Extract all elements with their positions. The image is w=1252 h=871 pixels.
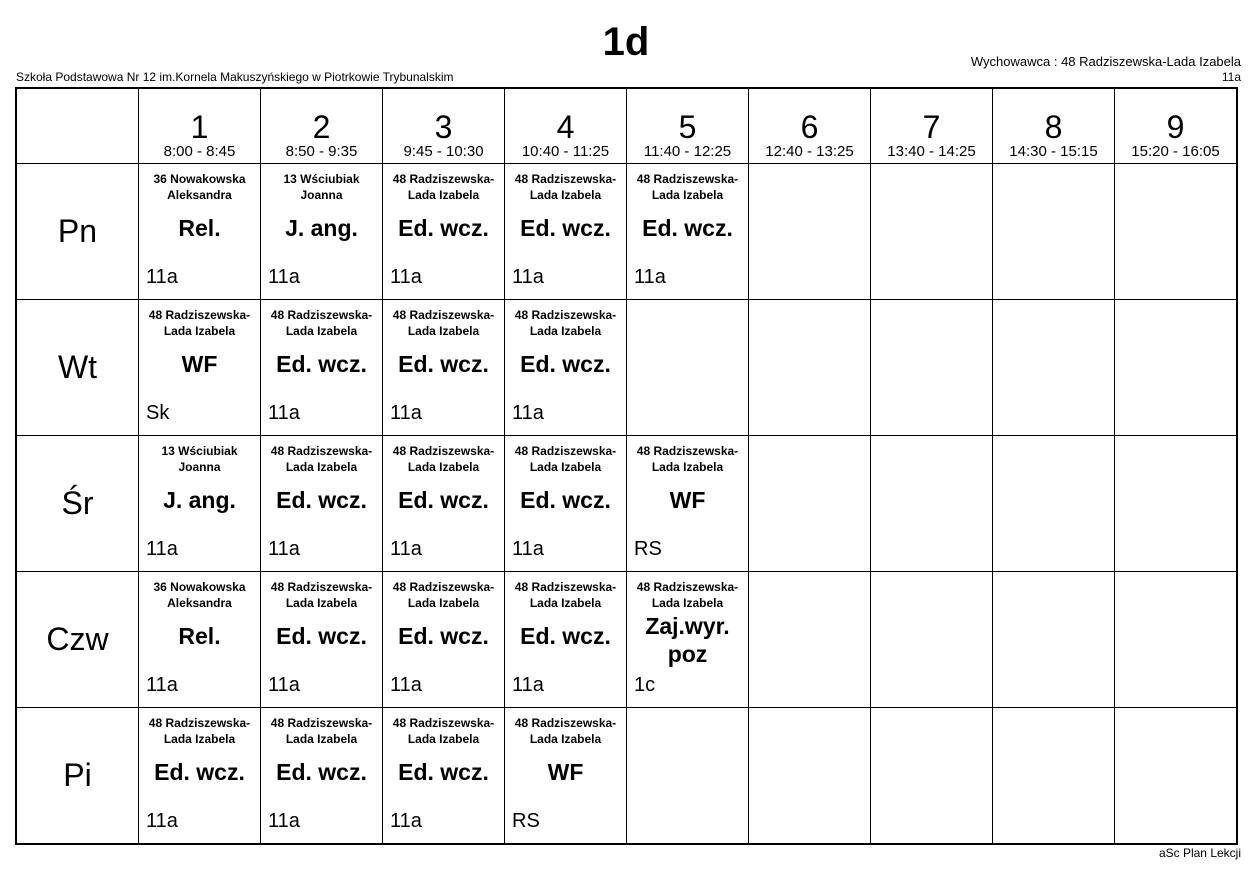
lesson-teacher: [505, 443, 626, 475]
lesson-teacher-line2: Lada Izabela: [529, 596, 602, 610]
lesson-teacher: [383, 715, 504, 747]
day-name: Pn: [16, 164, 139, 300]
lesson-cell-inner: [1115, 164, 1236, 299]
lesson-room: 11a: [390, 810, 422, 832]
lesson-subject: [139, 622, 260, 650]
lesson-teacher-line2: Aleksandra: [167, 188, 232, 202]
lesson-teacher-line1: 48 Radziszewska-: [270, 444, 373, 458]
lesson-teacher-line1: 36 Nowakowska: [153, 580, 246, 594]
lesson-cell: [749, 708, 871, 845]
lesson-cell: [383, 572, 505, 708]
lesson-subject-line1: Ed. wcz.: [642, 215, 733, 241]
lesson-subject: [261, 350, 382, 378]
lesson-room: 1c: [634, 674, 656, 696]
lesson-subject: [139, 758, 260, 786]
lesson-teacher-line1: 48 Radziszewska-: [392, 172, 495, 186]
lesson-subject: [383, 758, 504, 786]
lesson-cell: [871, 164, 993, 300]
lesson-subject-line1: Zaj.wyr.: [645, 613, 730, 639]
day-row: [16, 708, 1237, 845]
lesson-cell: [627, 300, 749, 436]
lesson-subject-line1: Ed. wcz.: [398, 351, 489, 377]
lesson-teacher-line2: Lada Izabela: [407, 596, 480, 610]
lesson-cell: [1115, 708, 1238, 845]
lesson-subject: [383, 350, 504, 378]
lesson-cell-inner: [1115, 708, 1236, 843]
lesson-cell-inner: [1115, 572, 1236, 707]
lesson-cell-inner: [871, 708, 992, 843]
lesson-subject-line1: Ed. wcz.: [154, 759, 245, 785]
lesson-teacher-line1: 36 Nowakowska: [153, 172, 246, 186]
lesson-teacher: [627, 443, 748, 475]
lesson-teacher-line1: 48 Radziszewska-: [514, 716, 617, 730]
lesson-subject: [261, 758, 382, 786]
lesson-cell: [505, 164, 627, 300]
period-number: 9: [1166, 109, 1185, 145]
lesson-teacher-line2: Lada Izabela: [163, 324, 236, 338]
lesson-cell: [749, 300, 871, 436]
lesson-teacher: [383, 307, 504, 339]
lesson-cell: [1115, 572, 1238, 708]
lesson-cell-inner: [993, 708, 1114, 843]
lesson-cell: [1115, 436, 1238, 572]
lesson-subject-line1: Ed. wcz.: [520, 487, 611, 513]
lesson-cell-inner: [749, 436, 870, 571]
lesson-teacher-line1: 48 Radziszewska-: [514, 580, 617, 594]
lesson-cell-inner: [749, 300, 870, 435]
lesson-cell: [993, 572, 1115, 708]
lesson-cell-inner: [505, 572, 626, 707]
lesson-cell-inner: [627, 300, 748, 435]
period-time: 9:45 - 10:30: [403, 143, 484, 160]
lesson-teacher-line1: 48 Radziszewska-: [636, 444, 739, 458]
lesson-subject: [505, 622, 626, 650]
lesson-room: 11a: [390, 402, 422, 424]
lesson-teacher-line1: 48 Radziszewska-: [148, 308, 251, 322]
lesson-teacher: [383, 171, 504, 203]
lesson-teacher-line1: 48 Radziszewska-: [514, 444, 617, 458]
lesson-subject: [383, 214, 504, 242]
lesson-subject-line1: Ed. wcz.: [398, 215, 489, 241]
lesson-teacher: [627, 579, 748, 611]
lesson-cell-inner: [627, 164, 748, 299]
lesson-cell: [383, 436, 505, 572]
lesson-teacher-line1: 48 Radziszewska-: [392, 716, 495, 730]
lesson-teacher: [139, 171, 260, 203]
lesson-subject-line1: Ed. wcz.: [520, 351, 611, 377]
lesson-cell: [505, 708, 627, 845]
day-name: Śr: [16, 436, 139, 572]
lesson-cell: [627, 164, 749, 300]
lesson-cell-inner: [871, 164, 992, 299]
day-row: [16, 300, 1237, 436]
lesson-teacher: [139, 307, 260, 339]
lesson-subject: [627, 612, 748, 668]
day-row: [16, 436, 1237, 572]
lesson-cell-inner: [383, 300, 504, 435]
lesson-cell-inner: [261, 164, 382, 299]
lesson-cell: [871, 436, 993, 572]
lesson-cell: [993, 708, 1115, 845]
lesson-cell-inner: [749, 572, 870, 707]
footer-credit: aSc Plan Lekcji: [1158, 846, 1241, 860]
lesson-teacher-line2: Lada Izabela: [407, 188, 480, 202]
day-row: [16, 572, 1237, 708]
lesson-teacher: [627, 171, 748, 203]
lesson-room: 11a: [268, 538, 300, 560]
lesson-room: 11a: [390, 538, 422, 560]
lesson-cell-inner: [139, 436, 260, 571]
period-number: 2: [312, 109, 331, 145]
lesson-cell-inner: [871, 436, 992, 571]
lesson-cell: [993, 164, 1115, 300]
lesson-cell: [627, 436, 749, 572]
lesson-room: 11a: [268, 810, 300, 832]
lesson-cell-inner: [383, 708, 504, 843]
lesson-teacher: [383, 443, 504, 475]
lesson-cell-inner: [993, 572, 1114, 707]
period-number: 3: [434, 109, 453, 145]
lesson-cell-inner: [993, 164, 1114, 299]
day-name: Pi: [16, 708, 139, 845]
lesson-teacher-line1: 48 Radziszewska-: [636, 580, 739, 594]
lesson-cell-inner: [1115, 300, 1236, 435]
lesson-cell: [871, 572, 993, 708]
lesson-cell-inner: [505, 708, 626, 843]
lesson-teacher-line2: Lada Izabela: [407, 732, 480, 746]
lesson-subject: [261, 486, 382, 514]
period-header: [383, 88, 505, 164]
lesson-subject-line1: Ed. wcz.: [276, 487, 367, 513]
lesson-subject: [505, 214, 626, 242]
lesson-cell-inner: [749, 164, 870, 299]
lesson-teacher-line2: Lada Izabela: [285, 596, 358, 610]
lesson-cell: [505, 572, 627, 708]
lesson-cell-inner: [505, 436, 626, 571]
lesson-cell-inner: [505, 164, 626, 299]
lesson-cell: [261, 708, 383, 845]
lesson-cell: [871, 300, 993, 436]
lesson-subject-line1: WF: [669, 487, 706, 513]
lesson-cell-inner: [505, 300, 626, 435]
lesson-cell: [383, 708, 505, 845]
lesson-teacher: [261, 307, 382, 339]
lesson-teacher-line1: 48 Radziszewska-: [270, 308, 373, 322]
period-number: 6: [800, 109, 819, 145]
period-number: 4: [556, 109, 575, 145]
lesson-cell-inner: [383, 436, 504, 571]
lesson-cell: [139, 164, 261, 300]
lesson-room: RS: [512, 810, 540, 832]
lesson-subject: [505, 486, 626, 514]
lesson-cell-inner: [261, 572, 382, 707]
lesson-cell-inner: [139, 708, 260, 843]
lesson-cell-inner: [1115, 436, 1236, 571]
lesson-teacher-line2: Lada Izabela: [285, 460, 358, 474]
lesson-cell-inner: [993, 436, 1114, 571]
lesson-cell: [505, 436, 627, 572]
lesson-teacher-line2: Lada Izabela: [163, 732, 236, 746]
lesson-cell-inner: [871, 300, 992, 435]
lesson-cell: [261, 572, 383, 708]
lesson-room: 11a: [146, 266, 178, 288]
period-time: 13:40 - 14:25: [887, 143, 976, 160]
lesson-teacher-line1: 48 Radziszewska-: [636, 172, 739, 186]
lesson-room: RS: [634, 538, 662, 560]
period-time: 8:00 - 8:45: [163, 143, 236, 160]
lesson-cell: [261, 164, 383, 300]
lesson-cell: [139, 300, 261, 436]
lesson-subject: [261, 622, 382, 650]
lesson-teacher-line2: Lada Izabela: [285, 732, 358, 746]
lesson-teacher-line1: 48 Radziszewska-: [392, 308, 495, 322]
lesson-cell: [261, 436, 383, 572]
class-teacher: Wychowawca : 48 Radziszewska-Lada Izabela: [970, 54, 1241, 69]
lesson-teacher-line2: Lada Izabela: [651, 188, 724, 202]
period-time: 14:30 - 15:15: [1009, 143, 1098, 160]
lesson-subject: [261, 214, 382, 242]
lesson-teacher-line2: Lada Izabela: [529, 460, 602, 474]
lesson-subject-line1: Rel.: [178, 623, 221, 649]
lesson-teacher-line2: Lada Izabela: [529, 324, 602, 338]
lesson-cell-inner: [261, 708, 382, 843]
lesson-teacher-line1: 48 Radziszewska-: [270, 580, 373, 594]
period-time: 15:20 - 16:05: [1131, 143, 1220, 160]
lesson-room: 11a: [512, 402, 544, 424]
lesson-teacher-line1: 48 Radziszewska-: [392, 444, 495, 458]
lesson-teacher-line2: Lada Izabela: [529, 188, 602, 202]
lesson-room: 11a: [390, 674, 422, 696]
period-number: 5: [678, 109, 697, 145]
day-row: [16, 164, 1237, 300]
timetable-grid: [15, 87, 1238, 845]
lesson-teacher: [505, 171, 626, 203]
period-number: 1: [190, 109, 209, 145]
lesson-teacher-line1: 48 Radziszewska-: [514, 172, 617, 186]
lesson-subject: [627, 486, 748, 514]
lesson-room: 11a: [512, 538, 544, 560]
lesson-teacher-line1: 48 Radziszewska-: [514, 308, 617, 322]
lesson-teacher-line2: Aleksandra: [167, 596, 232, 610]
lesson-cell: [749, 572, 871, 708]
corner-cell: [16, 88, 139, 164]
lesson-cell-inner: [139, 572, 260, 707]
lesson-cell: [749, 164, 871, 300]
lesson-teacher: [139, 579, 260, 611]
lesson-teacher: [261, 715, 382, 747]
lesson-cell: [993, 300, 1115, 436]
lesson-subject-line1: Rel.: [178, 215, 221, 241]
lesson-subject-line1: WF: [547, 759, 584, 785]
lesson-subject-line1: Ed. wcz.: [398, 759, 489, 785]
lesson-cell-inner: [383, 572, 504, 707]
lesson-teacher-line1: 48 Radziszewska-: [148, 716, 251, 730]
lesson-subject-line1: Ed. wcz.: [276, 759, 367, 785]
lesson-teacher-line2: Joanna: [300, 188, 343, 202]
lesson-subject: [505, 758, 626, 786]
lesson-cell-inner: [383, 164, 504, 299]
lesson-room: 11a: [268, 674, 300, 696]
lesson-teacher-line2: Lada Izabela: [407, 324, 480, 338]
lesson-cell: [139, 708, 261, 845]
lesson-room: 11a: [146, 810, 178, 832]
school-name: Szkoła Podstawowa Nr 12 im.Kornela Makuszyńskiego w Piotrkowie Trybunalskim: [16, 70, 454, 84]
header-row: [16, 88, 1237, 164]
lesson-subject-line1: J. ang.: [163, 487, 236, 513]
lesson-subject: [139, 214, 260, 242]
lesson-cell-inner: [139, 300, 260, 435]
lesson-subject: [139, 486, 260, 514]
lesson-teacher-line2: Lada Izabela: [651, 460, 724, 474]
lesson-teacher: [505, 307, 626, 339]
period-header: [1115, 88, 1238, 164]
period-header: [627, 88, 749, 164]
lesson-room: 11a: [634, 266, 666, 288]
lesson-teacher-line1: 13 Wściubiak: [283, 172, 360, 186]
lesson-room: 11a: [512, 266, 544, 288]
lesson-room: 11a: [390, 266, 422, 288]
lesson-teacher-line2: Joanna: [178, 460, 221, 474]
lesson-teacher: [139, 715, 260, 747]
lesson-room: 11a: [146, 674, 178, 696]
lesson-room: 11a: [268, 402, 300, 424]
lesson-subject-line1: Ed. wcz.: [520, 215, 611, 241]
period-time: 8:50 - 9:35: [285, 143, 358, 160]
lesson-cell: [139, 572, 261, 708]
period-time: 11:40 - 12:25: [643, 143, 732, 160]
home-room: 11a: [1221, 70, 1241, 84]
lesson-cell: [627, 572, 749, 708]
lesson-cell-inner: [627, 436, 748, 571]
lesson-room: 11a: [146, 538, 178, 560]
period-header: [993, 88, 1115, 164]
lesson-teacher: [505, 715, 626, 747]
lesson-teacher: [261, 171, 382, 203]
lesson-cell: [261, 300, 383, 436]
lesson-cell: [1115, 164, 1238, 300]
lesson-cell: [139, 436, 261, 572]
lesson-teacher: [261, 579, 382, 611]
lesson-subject-line2: poz: [667, 641, 708, 667]
lesson-subject: [627, 214, 748, 242]
lesson-cell-inner: [749, 708, 870, 843]
lesson-subject-line1: Ed. wcz.: [398, 487, 489, 513]
period-time: 10:40 - 11:25: [521, 143, 610, 160]
lesson-room: 11a: [268, 266, 300, 288]
lesson-room: 11a: [512, 674, 544, 696]
period-header: [261, 88, 383, 164]
period-number: 8: [1044, 109, 1063, 145]
period-header: [749, 88, 871, 164]
lesson-teacher-line2: Lada Izabela: [529, 732, 602, 746]
period-time: 12:40 - 13:25: [765, 143, 854, 160]
lesson-cell: [383, 164, 505, 300]
lesson-cell-inner: [627, 708, 748, 843]
lesson-teacher-line2: Lada Izabela: [285, 324, 358, 338]
lesson-cell: [1115, 300, 1238, 436]
period-number: 7: [922, 109, 941, 145]
lesson-teacher-line1: 48 Radziszewska-: [392, 580, 495, 594]
lesson-cell: [993, 436, 1115, 572]
lesson-cell-inner: [139, 164, 260, 299]
day-name: Wt: [16, 300, 139, 436]
lesson-teacher-line1: 48 Radziszewska-: [270, 716, 373, 730]
lesson-subject: [505, 350, 626, 378]
lesson-subject-line1: Ed. wcz.: [276, 623, 367, 649]
lesson-subject: [383, 622, 504, 650]
lesson-cell: [505, 300, 627, 436]
lesson-teacher: [261, 443, 382, 475]
lesson-subject: [139, 350, 260, 378]
lesson-teacher-line1: 13 Wściubiak: [161, 444, 238, 458]
lesson-cell-inner: [993, 300, 1114, 435]
lesson-subject-line1: J. ang.: [285, 215, 358, 241]
lesson-cell: [749, 436, 871, 572]
lesson-teacher: [139, 443, 260, 475]
lesson-teacher: [383, 579, 504, 611]
lesson-room: Sk: [146, 402, 170, 424]
period-header: [139, 88, 261, 164]
period-header: [871, 88, 993, 164]
lesson-cell-inner: [261, 300, 382, 435]
lesson-cell-inner: [871, 572, 992, 707]
lesson-cell-inner: [261, 436, 382, 571]
lesson-subject-line1: WF: [181, 351, 218, 377]
page-title: 1d: [602, 20, 650, 64]
lesson-cell: [383, 300, 505, 436]
period-header: [505, 88, 627, 164]
lesson-teacher-line2: Lada Izabela: [651, 596, 724, 610]
lesson-teacher-line2: Lada Izabela: [407, 460, 480, 474]
lesson-subject-line1: Ed. wcz.: [276, 351, 367, 377]
lesson-cell: [627, 708, 749, 845]
lesson-cell: [871, 708, 993, 845]
lesson-cell-inner: [627, 572, 748, 707]
lesson-subject-line1: Ed. wcz.: [398, 623, 489, 649]
day-name: Czw: [16, 572, 139, 708]
lesson-teacher: [505, 579, 626, 611]
lesson-subject-line1: Ed. wcz.: [520, 623, 611, 649]
lesson-subject: [383, 486, 504, 514]
